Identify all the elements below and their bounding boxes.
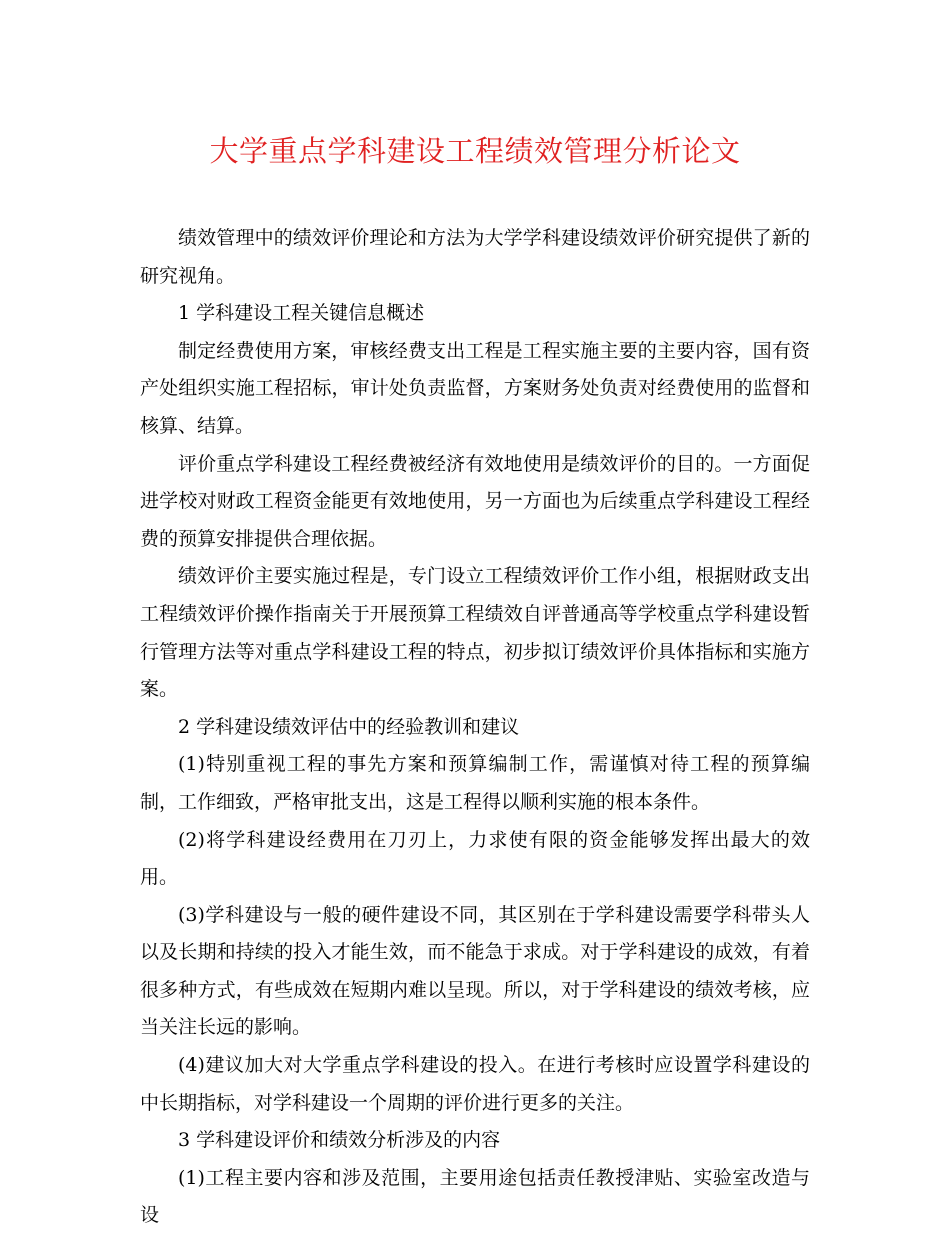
paragraph-intro: 绩效管理中的绩效评价理论和方法为大学学科建设绩效评价研究提供了新的研究视角。: [140, 227, 810, 287]
paragraph: 制定经费使用方案，审核经费支出工程是工程实施主要的主要内容，国有资产处组织实施工程招标，审计处负责监督，方案财务处负责对经费使用的监督和核算、结算。: [140, 339, 810, 437]
list-item: (1)工程主要内容和涉及范围，主要用途包括责任教授津贴、实验室改造与设: [140, 1166, 810, 1227]
paragraph: 评价重点学科建设工程经费被经济有效地使用是绩效评价的目的。一方面促进学校对财政工程资金能更有效地使用，另一方面也为后续重点学科建设工程经费的预算安排提供合理依据。: [140, 452, 810, 550]
section-heading-1: 1 学科建设工程关键信息概述: [178, 302, 425, 325]
document-page: [140, 128, 810, 1235]
list-item: (3)学科建设与一般的硬件建设不同，其区别在于学科建设需要学科带头人以及长期和持续的投入才能生效，而不能急于求成。对于学科建设的成效，有着很多种方式，有些成效在短期内难以呈现。所以，对于学科建设的绩效考核，应当关注长远的影响。: [140, 903, 810, 1039]
section-heading-2: 2 学科建设绩效评估中的经验教训和建议: [178, 715, 520, 738]
list-item: (4)建议加大对大学重点学科建设的投入。在进行考核时应设置学科建设的中长期指标，对学科建设一个周期的评价进行更多的关注。: [140, 1054, 810, 1114]
list-item: (1)特别重视工程的事先方案和预算编制工作，需谨慎对待工程的预算编制，工作细致，严格审批支出，这是工程得以顺利实施的根本条件。: [140, 753, 810, 813]
section-heading-3: 3 学科建设评价和绩效分析涉及的内容: [178, 1129, 501, 1152]
document-body: [140, 220, 810, 1235]
list-item: (2)将学科建设经费用在刀刃上，力求使有限的资金能够发挥出最大的效用。: [140, 828, 810, 889]
document-title: 大学重点学科建设工程绩效管理分析论文: [209, 134, 741, 168]
paragraph: 绩效评价主要实施过程是，专门设立工程绩效评价工作小组，根据财政支出工程绩效评价操作指南关于开展预算工程绩效自评普通高等学校重点学科建设暂行管理方法等对重点学科建设工程的特点，初步拟订绩效评价具体指标和实施方案。: [140, 565, 810, 701]
